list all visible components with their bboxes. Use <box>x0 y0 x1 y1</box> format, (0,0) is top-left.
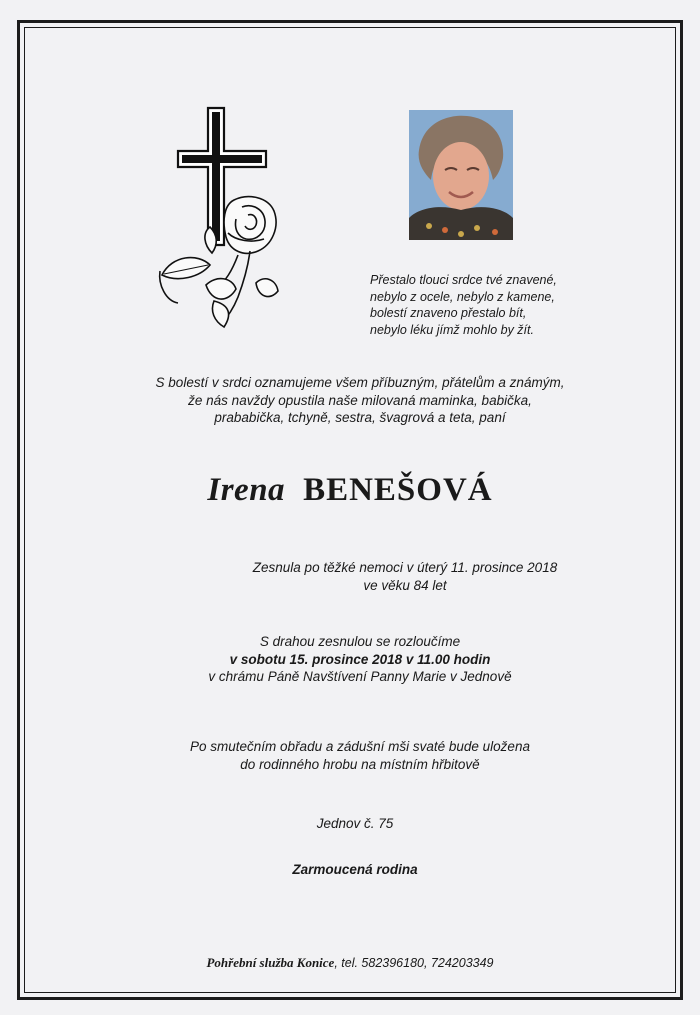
cross-with-rose-icon <box>152 105 282 330</box>
portrait-photo <box>409 110 513 240</box>
first-name: Irena <box>207 472 286 508</box>
verse-line: bolestí znaveno přestalo bít, <box>370 306 527 320</box>
verse-line: Přestalo tlouci srdce tvé znavené, <box>370 273 557 287</box>
burial-line: Po smutečním obřadu a zádušní mši svaté bude uložena <box>190 739 530 754</box>
farewell-place: v chrámu Páně Navštívení Panny Marie v Jednově <box>208 669 512 684</box>
announcement-text <box>10 374 700 427</box>
family-signature: Zarmoucená rodina <box>292 862 418 877</box>
age-line: ve věku 84 let <box>363 577 447 593</box>
farewell-intro: S drahou zesnulou se rozloučíme <box>259 634 461 649</box>
funeral-service-contact: , tel. 582396180, 724203349 <box>334 956 494 970</box>
deceased-name <box>0 472 700 509</box>
announcement-line: prababička, tchyně, sestra, švagrová a teta, paní <box>214 410 506 425</box>
verse-line: nebylo léku jímž mohlo by žít. <box>370 322 534 337</box>
farewell-datetime: v sobotu 15. prosince 2018 v 11.00 hodin <box>229 651 491 667</box>
inner-black-border <box>24 27 676 993</box>
death-info <box>55 559 700 594</box>
burial-line: do rodinného hrobu na místním hřbitově <box>240 756 480 772</box>
family-address: Jednov č. 75 <box>316 816 394 831</box>
verse-line: nebylo z ocele, nebylo z kamene, <box>370 289 555 304</box>
memorial-verse <box>370 272 610 338</box>
burial-info <box>10 738 700 773</box>
farewell-info <box>10 633 700 686</box>
announcement-line: S bolestí v srdci oznamujeme všem příbuzným, přátelům a známým, <box>155 375 565 390</box>
surname: BENEŠOVÁ <box>303 472 493 508</box>
funeral-service-footer <box>0 955 700 971</box>
funeral-service-name: Pohřební služba Konice <box>206 955 335 970</box>
death-date-line: Zesnula po těžké nemoci v úterý 11. prosince 2018 <box>252 560 558 575</box>
announcement-line: že nás navždy opustila naše milovaná maminka, babička, <box>188 392 532 408</box>
